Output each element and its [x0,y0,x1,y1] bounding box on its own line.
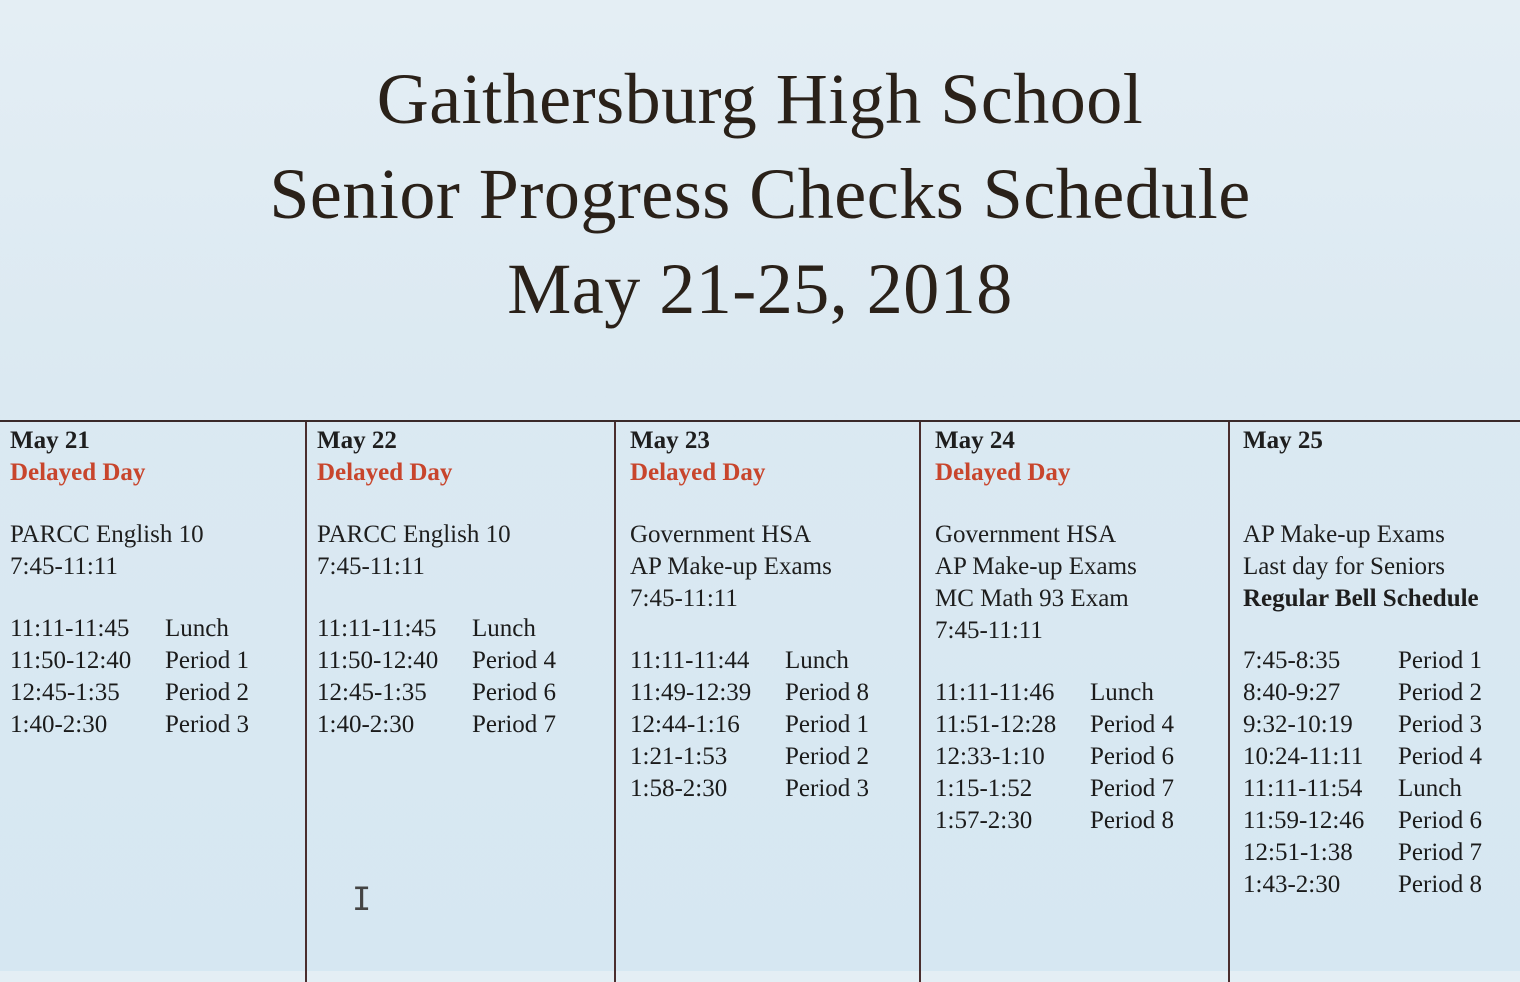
slot-period: Period 3 [785,775,870,802]
slot-time: 1:40-2:30 [317,711,415,738]
exam-line: AP Make-up Exams [935,553,1137,580]
exam-line: AP Make-up Exams [630,553,832,580]
day-date: May 23 [630,427,710,454]
time-slot [317,645,610,677]
exam-line: PARCC English 10 [317,521,511,548]
slot-period: Period 8 [1398,871,1483,898]
slot-time: 11:49-12:39 [630,679,752,706]
slot-time: 12:45-1:35 [10,679,120,706]
slot-time: 11:59-12:46 [1243,807,1365,834]
day-column-may-24 [919,422,1228,982]
time-slot [935,805,1224,837]
title-block [0,52,1520,337]
slot-time: 11:50-12:40 [317,647,439,674]
time-slot [317,677,610,709]
day-date: May 22 [317,427,397,454]
slot-time: 11:51-12:28 [935,711,1057,738]
time-slot [1243,837,1516,869]
slot-period: Lunch [1090,679,1154,706]
time-slot [317,709,610,741]
slot-time: 1:21-1:53 [630,743,728,770]
day-column-may-25 [1228,422,1520,982]
slot-time: 11:11-11:45 [317,615,437,642]
slot-period: Lunch [165,615,229,642]
slot-period: Lunch [472,615,536,642]
day-status: Delayed Day [935,459,1071,486]
day-date: May 24 [935,427,1015,454]
day-status: Delayed Day [630,459,766,486]
slot-time: 12:44-1:16 [630,711,740,738]
slot-period: Period 2 [165,679,250,706]
time-slot [935,677,1224,709]
time-slot [630,677,915,709]
exam-line: AP Make-up Exams [1243,521,1445,548]
slot-time: 1:43-2:30 [1243,871,1341,898]
slot-time: 12:33-1:10 [935,743,1045,770]
day-status: Delayed Day [317,459,453,486]
time-slot [10,645,301,677]
slot-time: 1:58-2:30 [630,775,728,802]
slot-time: 11:11-11:54 [1243,775,1363,802]
slot-time: 10:24-11:11 [1243,743,1364,770]
schedule-title: Senior Progress Checks Schedule [269,154,1251,234]
slot-time: 12:51-1:38 [1243,839,1353,866]
slot-period: Period 8 [785,679,870,706]
slot-period: Lunch [1398,775,1462,802]
slot-time: 8:40-9:27 [1243,679,1341,706]
day-date: May 25 [1243,427,1323,454]
time-slot [1243,805,1516,837]
slot-period: Period 6 [1398,807,1483,834]
slot-period: Period 2 [1398,679,1483,706]
date-range: May 21-25, 2018 [507,249,1013,329]
time-slot [1243,645,1516,677]
exam-time: 7:45-11:11 [630,585,738,612]
slot-time: 11:11-11:45 [10,615,130,642]
slot-period: Period 6 [1090,743,1175,770]
time-slot [630,645,915,677]
bell-schedule-note: Regular Bell Schedule [1243,585,1479,612]
exam-line: Last day for Seniors [1243,553,1446,580]
slot-period: Lunch [785,647,849,674]
slot-period: Period 1 [785,711,870,738]
time-slot [10,613,301,645]
time-slot [1243,869,1516,901]
slot-time: 1:40-2:30 [10,711,108,738]
slot-time: 1:57-2:30 [935,807,1033,834]
exam-time: 7:45-11:11 [10,553,118,580]
time-slot [1243,741,1516,773]
exam-time: 7:45-11:11 [317,553,425,580]
slot-time: 12:45-1:35 [317,679,427,706]
time-slot [935,773,1224,805]
slot-period: Period 4 [1398,743,1483,770]
exam-line: PARCC English 10 [10,521,204,548]
day-date: May 21 [10,427,90,454]
slot-time: 11:11-11:44 [630,647,750,674]
slot-period: Period 7 [1398,839,1483,866]
slot-period: Period 4 [1090,711,1175,738]
slot-period: Period 3 [165,711,250,738]
day-status: Delayed Day [10,459,146,486]
day-status [1243,457,1516,489]
slot-period: Period 6 [472,679,557,706]
slot-period: Period 7 [1090,775,1175,802]
exam-line: Government HSA [935,521,1117,548]
slot-period: Period 8 [1090,807,1175,834]
slot-time: 11:50-12:40 [10,647,132,674]
time-slot [630,741,915,773]
slot-period: Period 1 [165,647,250,674]
exam-line: MC Math 93 Exam [935,585,1129,612]
slot-period: Period 1 [1398,647,1483,674]
slot-time: 7:45-8:35 [1243,647,1341,674]
time-slot [630,773,915,805]
school-name: Gaithersburg High School [376,59,1144,139]
time-slot [935,741,1224,773]
exam-line: Government HSA [630,521,812,548]
slot-time: 9:32-10:19 [1243,711,1353,738]
time-slot [935,709,1224,741]
exam-time: 7:45-11:11 [935,617,1043,644]
day-column-may-21 [0,422,305,982]
time-slot [1243,773,1516,805]
text-cursor-icon: I [352,880,372,918]
time-slot [317,613,610,645]
slot-period: Period 7 [472,711,557,738]
slot-time: 1:15-1:52 [935,775,1033,802]
slot-period: Period 4 [472,647,557,674]
slot-period: Period 2 [785,743,870,770]
slot-time: 11:11-11:46 [935,679,1055,706]
time-slot [1243,709,1516,741]
time-slot [10,709,301,741]
schedule-table [0,420,1520,982]
day-column-may-23 [614,422,919,982]
time-slot [630,709,915,741]
slot-period: Period 3 [1398,711,1483,738]
time-slot [10,677,301,709]
time-slot [1243,677,1516,709]
